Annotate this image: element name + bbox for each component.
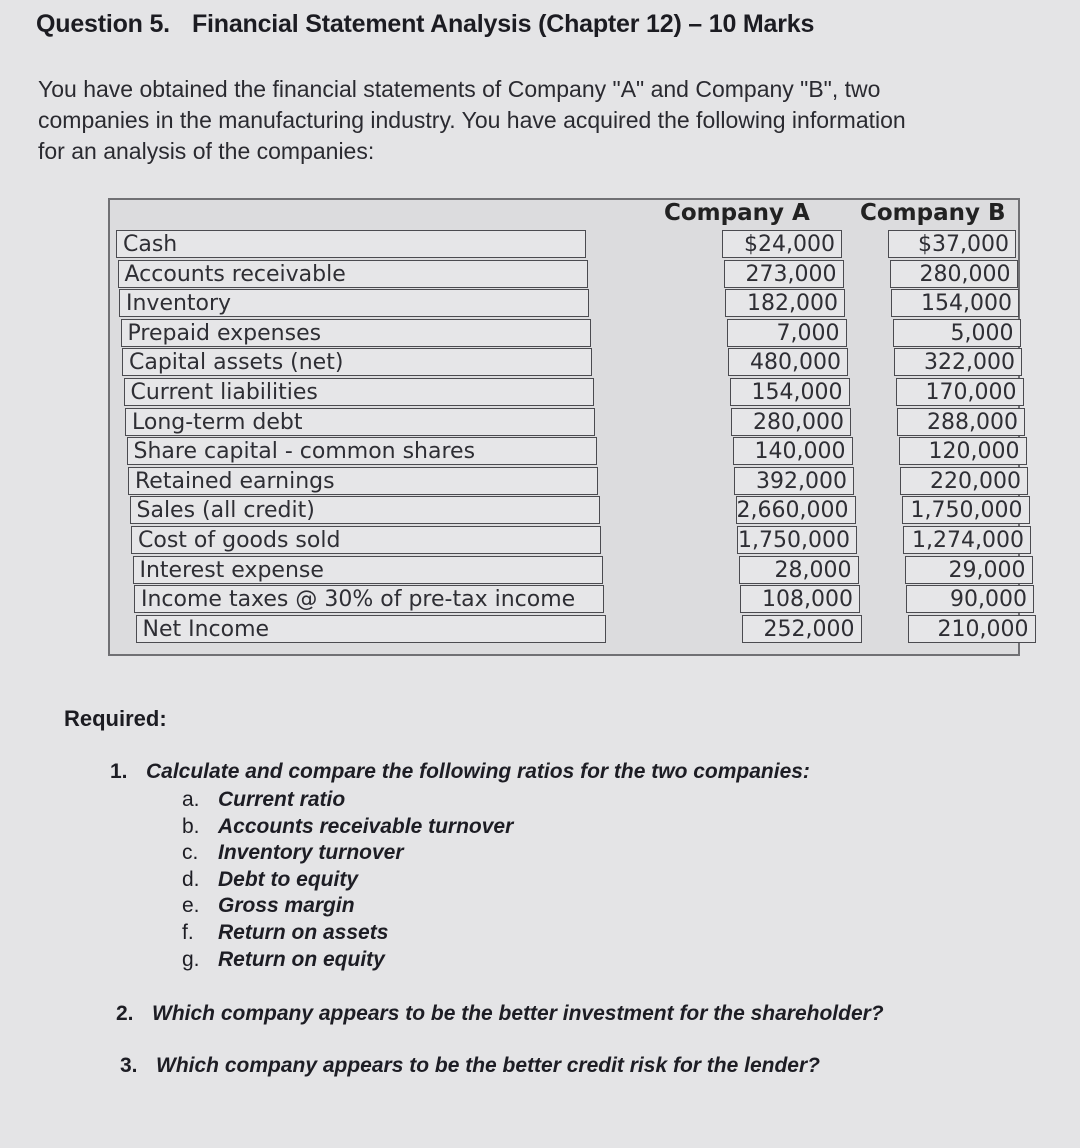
table-row	[125, 408, 1025, 437]
ratio-text: Debt to equity	[218, 867, 358, 891]
row-label: Interest expense	[133, 556, 603, 584]
ratio-text: Current ratio	[218, 788, 346, 811]
company-b-value: 1,750,000	[902, 496, 1030, 524]
row-label: Sales (all credit)	[130, 496, 600, 524]
company-b-value: 280,000	[890, 260, 1018, 288]
ratio-letter: f.	[182, 921, 194, 944]
question-1-number: 1.	[110, 760, 128, 783]
table-row	[119, 289, 1019, 318]
table-row	[124, 378, 1024, 407]
row-label: Current liabilities	[124, 378, 594, 406]
table-row	[118, 260, 1018, 289]
row-label: Long-term debt	[125, 408, 595, 436]
row-label: Accounts receivable	[118, 260, 588, 288]
ratio-item	[182, 868, 358, 892]
ratio-item	[182, 841, 404, 865]
table-row	[128, 467, 1028, 496]
company-b-value: 288,000	[897, 408, 1025, 436]
company-b-value: 90,000	[906, 585, 1034, 613]
table-row	[127, 437, 1027, 466]
question-number: Question 5.	[36, 10, 170, 38]
row-label: Net Income	[136, 615, 606, 643]
ratio-letter: e.	[182, 894, 200, 918]
table-row	[133, 556, 1033, 585]
intro-paragraph	[38, 74, 1068, 167]
column-header-company-b: Company B	[860, 200, 1006, 226]
company-a-value: 2,660,000	[736, 496, 856, 524]
row-label: Inventory	[119, 289, 589, 317]
company-a-value: $24,000	[722, 230, 842, 258]
ratio-letter: b.	[182, 814, 200, 838]
company-a-value: 252,000	[742, 615, 862, 643]
row-label: Income taxes @ 30% of pre-tax income	[134, 585, 604, 613]
company-b-value: 1,274,000	[903, 526, 1031, 554]
company-b-value: 170,000	[896, 378, 1024, 406]
company-b-value: 220,000	[900, 467, 1028, 495]
ratio-text: Accounts receivable turnover	[218, 814, 514, 838]
row-label: Capital assets (net)	[122, 348, 592, 376]
row-label: Share capital - common shares	[127, 437, 597, 465]
ratio-letter: a.	[182, 788, 200, 811]
column-header-company-a: Company A	[664, 200, 810, 226]
company-a-value: 7,000	[727, 319, 847, 347]
row-label: Cash	[116, 230, 586, 258]
financial-data-table	[108, 198, 1029, 656]
question-2-number: 2.	[116, 1002, 134, 1025]
table-row	[122, 348, 1022, 377]
table-row	[134, 585, 1034, 614]
row-label: Cost of goods sold	[131, 526, 601, 554]
question-2	[116, 1002, 884, 1026]
company-b-value: 5,000	[893, 319, 1021, 347]
ratio-text: Return on assets	[218, 921, 389, 944]
company-b-value: 154,000	[891, 289, 1019, 317]
ratio-item	[182, 921, 388, 945]
table-row	[136, 615, 1036, 644]
intro-line: You have obtained the financial statements of Company "A" and Company "B", two	[38, 76, 881, 102]
ratio-letter: c.	[182, 841, 199, 865]
ratio-letter: d.	[182, 867, 200, 891]
question-2-text: Which company appears to be the better investment for the shareholder?	[152, 1002, 884, 1025]
ratio-text: Return on equity	[218, 947, 385, 971]
company-a-value: 140,000	[733, 437, 853, 465]
row-label: Retained earnings	[128, 467, 598, 495]
company-a-value: 1,750,000	[737, 526, 857, 554]
company-a-value: 28,000	[739, 556, 859, 584]
question-title	[36, 10, 814, 39]
question-1-text: Calculate and compare the following ratios for the two companies:	[146, 760, 810, 783]
company-b-value: $37,000	[888, 230, 1016, 258]
company-a-value: 392,000	[734, 467, 854, 495]
company-b-value: 322,000	[894, 348, 1022, 376]
company-b-value: 210,000	[908, 615, 1036, 643]
row-label: Prepaid expenses	[121, 319, 591, 347]
company-b-value: 120,000	[899, 437, 1027, 465]
company-a-value: 182,000	[725, 289, 845, 317]
company-b-value: 29,000	[905, 556, 1033, 584]
company-a-value: 108,000	[740, 585, 860, 613]
company-a-value: 480,000	[728, 348, 848, 376]
company-a-value: 154,000	[730, 378, 850, 406]
question-heading: Financial Statement Analysis (Chapter 12) – 10 Marks	[191, 10, 815, 38]
ratio-letter: g.	[182, 947, 200, 971]
table-row	[116, 230, 1016, 259]
ratio-item	[182, 815, 513, 839]
question-1	[110, 760, 810, 784]
table-row	[130, 496, 1030, 525]
ratio-item	[182, 894, 355, 918]
question-3	[120, 1054, 820, 1078]
question-3-text: Which company appears to be the better credit risk for the lender?	[156, 1054, 820, 1077]
question-3-number: 3.	[120, 1054, 138, 1077]
intro-line: for an analysis of the companies:	[38, 138, 375, 164]
intro-line: companies in the manufacturing industry. You have acquired the following information	[38, 107, 906, 133]
company-a-value: 273,000	[724, 260, 844, 288]
table-row	[121, 319, 1021, 348]
table-row	[131, 526, 1031, 555]
ratio-text: Inventory turnover	[218, 841, 404, 865]
company-a-value: 280,000	[731, 408, 851, 436]
ratio-item	[182, 788, 345, 812]
ratio-item	[182, 948, 385, 972]
ratio-text: Gross margin	[218, 894, 355, 918]
required-heading: Required:	[64, 706, 167, 731]
